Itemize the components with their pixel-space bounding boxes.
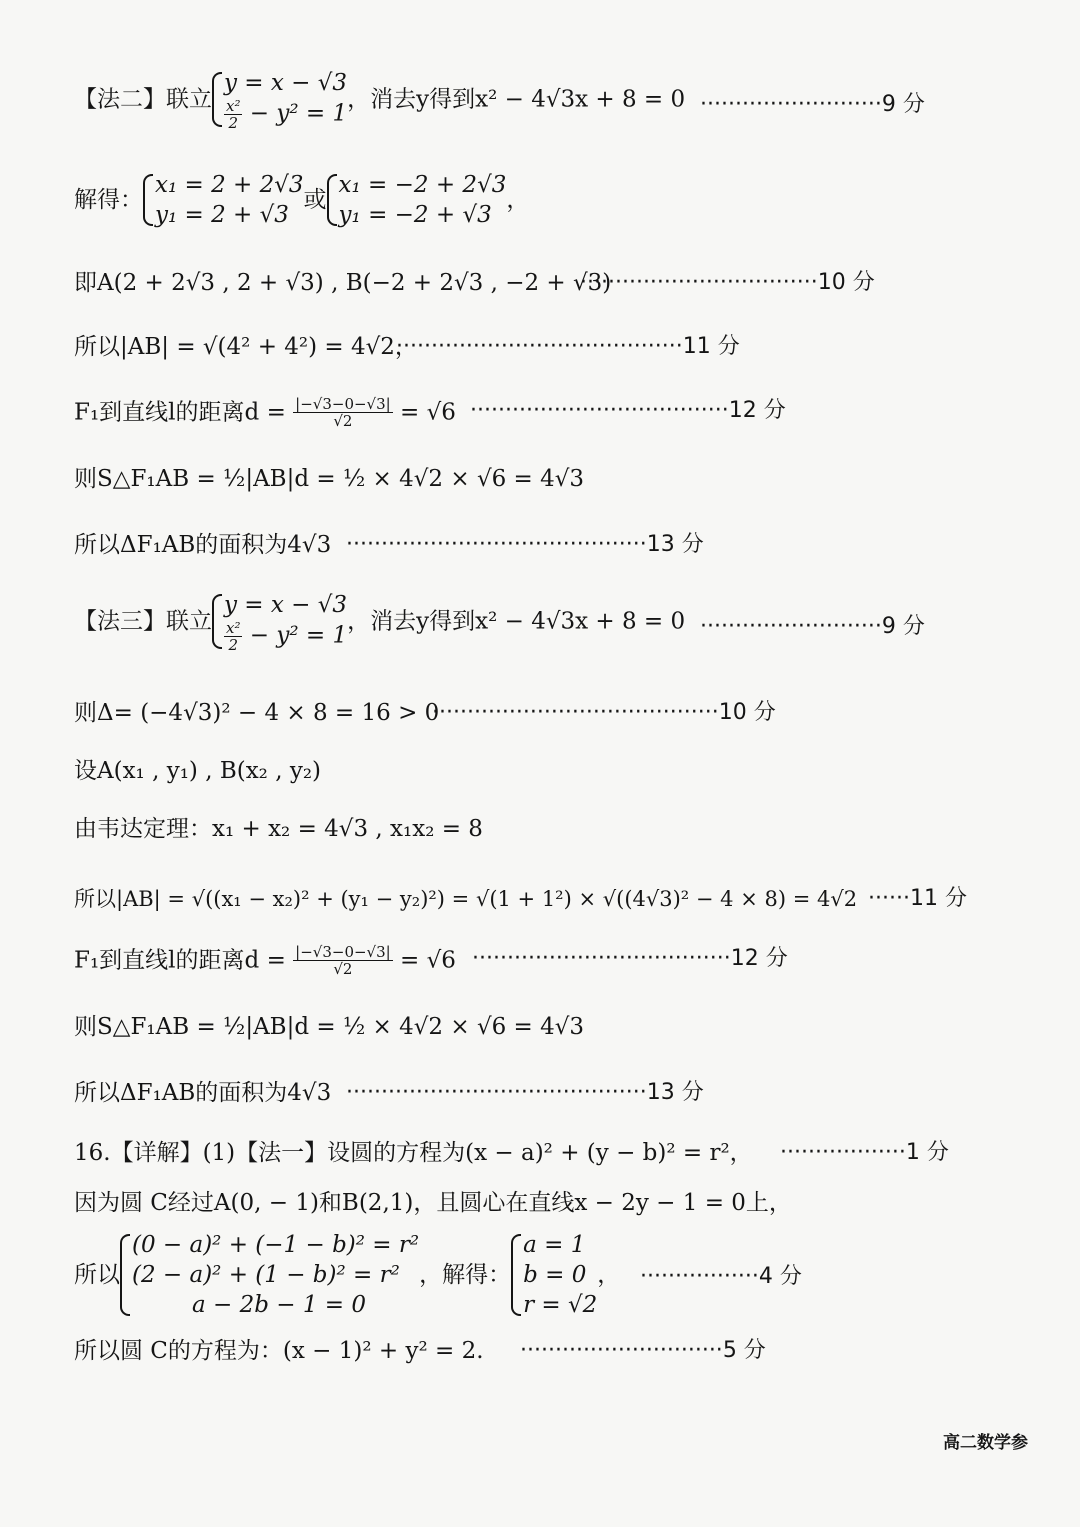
score-mark: ·················4 分: [640, 1264, 802, 1289]
method3-set-line: 设A(x₁ , y₁) , B(x₂ , y₂): [74, 758, 322, 784]
score-mark: ··················1 分: [780, 1140, 949, 1165]
score-mark: ······11 分: [868, 886, 967, 911]
solution-system-1: x₁ = 2 + 2√3 y₁ = 2 + √3: [143, 170, 304, 230]
page-footer: 高二数学参: [943, 1433, 1028, 1453]
method3-vieta-line: 由韦达定理：x₁ + x₂ = 4√3 , x₁x₂ = 8: [74, 816, 483, 842]
solution-system-2: x₁ = −2 + 2√3 y₁ = −2 + √3: [327, 170, 507, 230]
system-row: y = x − √3: [224, 70, 348, 96]
method3-area-line: 则S△F₁AB = ½|AB|d = ½ × 4√2 × √6 = 4√3: [74, 1014, 585, 1040]
method3-system: y = x − √3 $\frac{\text{x²}}{2}$ − y² = 1: [212, 590, 347, 653]
q16-system-line: 所以 (0 − a)² + (−1 − b)² = r² (2 − a)² + (1 − b)² = r² a − 2b − 1 = 0 ，解得： a = 1 b = 0 r = √2 ，: [74, 1232, 621, 1318]
method3-lead: 【法三】联立: [74, 608, 212, 635]
score-mark: ··································10 分: [580, 270, 875, 295]
method3-system-line: 【法三】联立 y = x − √3 $\frac{\text{x²}}{2}$ − y² = 1 ，消去y得到x² − 4√3x + 8 = 0: [74, 592, 686, 654]
score-mark: ·········································11 分: [396, 334, 740, 359]
score-mark: ···········································13 分: [346, 1080, 704, 1105]
score-mark: ·········································10 分: [432, 700, 776, 725]
score-mark: ··························9 分: [700, 614, 925, 639]
method3-delta-line: 则Δ= (−4√3)² − 4 × 8 = 16 > 0: [74, 700, 440, 726]
q16-equation-system: (0 − a)² + (−1 − b)² = r² (2 − a)² + (1 − b)² = r² a − 2b − 1 = 0: [120, 1230, 419, 1320]
method2-distance-line: F₁到直线l的距离d = $\frac{|-√3-0-√3|}{√2}$ = √6: [74, 395, 456, 430]
method2-system: [212, 68, 347, 131]
score-mark: ·····························5 分: [520, 1338, 766, 1363]
score-mark: ·····································12 分: [472, 946, 788, 971]
method2-area-line: 则S△F₁AB = ½|AB|d = ½ × 4√2 × √6 = 4√3: [74, 466, 585, 492]
method3-length-line: 所以|AB| = √((x₁ − x₂)² + (y₁ − y₂)²) = √(1 + 1²) × √((4√3)² − 4 × 8) = 4√2: [74, 887, 858, 911]
system-row: $\frac{\text{x²}}{2}$ − y² = 1: [226, 97, 348, 132]
method3-distance-line: F₁到直线l的距离d = $\frac{|-√3-0-√3|}{√2}$ = √6: [74, 943, 456, 978]
score-mark: ··························9 分: [700, 92, 925, 117]
method2-area-result: 所以ΔF₁AB的面积为4√3: [74, 532, 332, 558]
method2-points-line: 即A(2 + 2√3 , 2 + √3) , B(−2 + 2√3 , −2 + √3): [74, 270, 612, 296]
method2-length-line: 所以|AB| = √(4² + 4²) = 4√2，: [74, 334, 418, 360]
method2-eliminate: ，消去y得到x² − 4√3x + 8 = 0: [347, 86, 686, 113]
method2-lead: 【法二】联立: [74, 86, 212, 113]
method3-area-result: 所以ΔF₁AB的面积为4√3: [74, 1080, 332, 1106]
method2-system-line: [74, 68, 685, 131]
q16-line1: 16.【详解】(1)【法一】设圆的方程为(x − a)² + (y − b)² = r²，: [74, 1140, 753, 1166]
q16-line3: 所以圆 C的方程为：(x − 1)² + y² = 2.: [74, 1338, 484, 1364]
method2-solution-line: 解得： x₁ = 2 + 2√3 y₁ = 2 + √3 或 x₁ = −2 + 2√3 y₁ = −2 + √3 ，: [74, 172, 530, 228]
score-mark: ·····································12 分: [470, 398, 786, 423]
q16-line2: 因为圆 C经过A(0, − 1)和B(2,1)，且圆心在直线x − 2y − 1 = 0上，: [74, 1190, 792, 1216]
q16-solution-system: a = 1 b = 0 r = √2: [511, 1230, 597, 1320]
score-mark: ···········································13 分: [346, 532, 704, 557]
